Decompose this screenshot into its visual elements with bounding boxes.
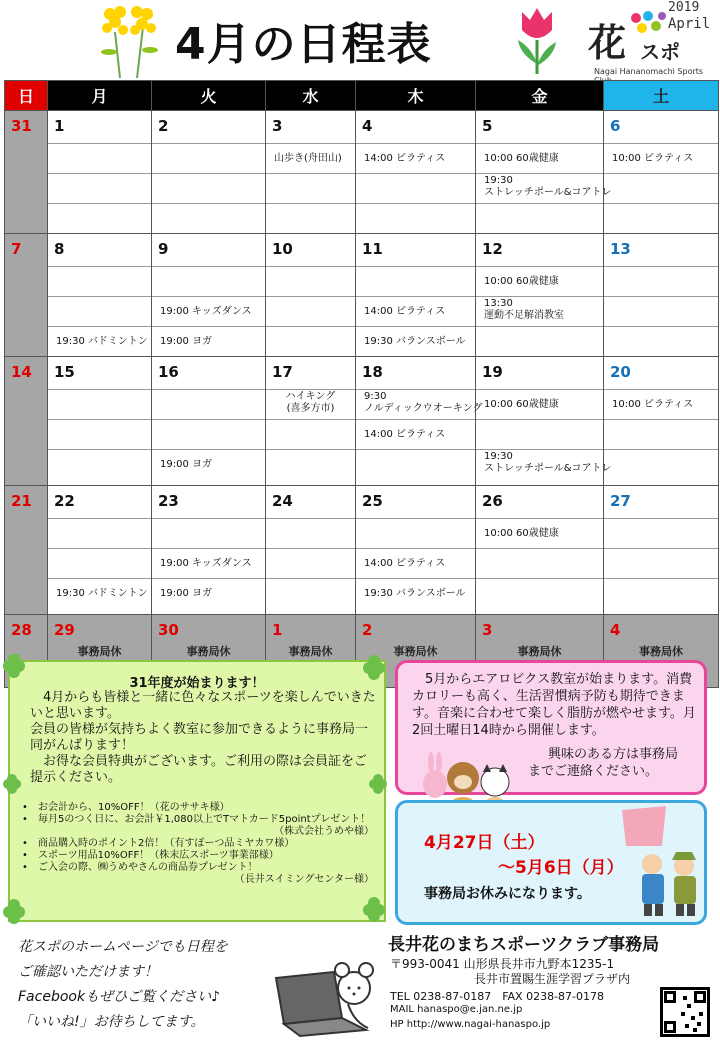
day-number: 22 <box>54 492 75 510</box>
slot-divider <box>152 143 265 144</box>
day-number: 16 <box>158 363 179 381</box>
event-text: 14:00 ピラティス <box>364 429 446 440</box>
slot-divider <box>476 266 603 267</box>
event-text: ハイキング <box>285 391 336 402</box>
homepage-line: ご確認いただけます！ <box>18 964 158 980</box>
event-text: 19:00 ヨガ <box>160 336 212 347</box>
event-item <box>364 558 445 570</box>
day-number: 3 <box>482 621 493 639</box>
event-item <box>160 306 252 318</box>
day-number: 13 <box>610 240 631 258</box>
calendar-day-cell <box>5 486 48 615</box>
event-text: 19:30 バドミントン <box>56 588 148 599</box>
slot-divider <box>476 203 603 204</box>
day-number: 29 <box>54 621 75 639</box>
slot-divider <box>266 518 355 519</box>
day-number: 3 <box>272 117 283 135</box>
slot-divider <box>604 419 718 420</box>
calendar-day-cell <box>266 357 356 486</box>
office-name: 長井花のまちスポーツクラブ事務局 <box>388 935 660 955</box>
office-address-building: 長井市置賜生涯学習プラザ内 <box>474 972 631 986</box>
calendar-day-cell <box>476 234 604 357</box>
slot-divider <box>266 296 355 297</box>
day-number: 15 <box>54 363 75 381</box>
calendar-day-cell <box>5 111 48 234</box>
slot-divider <box>48 296 151 297</box>
day-number: 2 <box>362 621 373 639</box>
weekday-header: 火 <box>152 81 266 111</box>
day-number: 4 <box>362 117 373 135</box>
event-text: 19:00 キッズダンス <box>160 306 252 317</box>
slot-divider <box>356 173 475 174</box>
page-header <box>0 0 720 80</box>
event-item <box>484 153 559 165</box>
calendar-day-cell <box>152 357 266 486</box>
slot-divider <box>48 266 151 267</box>
calendar-day-cell <box>356 486 476 615</box>
slot-divider <box>356 419 475 420</box>
calendar-day-cell <box>152 234 266 357</box>
event-text-detail: 運動不足解消教室 <box>484 310 564 321</box>
slot-divider <box>266 578 355 579</box>
slot-divider <box>266 326 355 327</box>
event-text: 13:30 <box>484 298 513 309</box>
office-website[interactable]: HP http://www.nagai-hanaspo.jp <box>390 1019 551 1030</box>
event-text: 10:00 ピラティス <box>612 399 694 410</box>
event-item <box>160 558 252 570</box>
aerobics-text: 5月からエアロビクス教室が始まります。消費カロリーも高く、生活習慣病予防も期待できます。音楽に合わせて楽しく脂肪が燃やせます。月2回土曜日14時から開催します。 <box>412 672 696 738</box>
calendar-week-row <box>5 486 719 615</box>
slot-divider <box>48 203 151 204</box>
slot-divider <box>604 173 718 174</box>
slot-divider <box>266 266 355 267</box>
slot-divider <box>604 389 718 390</box>
office-closed-label: 事務局休 <box>288 645 333 658</box>
slot-divider <box>604 266 718 267</box>
day-number: 26 <box>482 492 503 510</box>
event-item <box>484 175 612 199</box>
event-text: 19:00 ヨガ <box>160 459 212 470</box>
logo-month: April <box>668 16 711 32</box>
slot-divider <box>476 518 603 519</box>
slot-divider <box>152 548 265 549</box>
slot-divider <box>604 203 718 204</box>
office-phone: TEL 0238-87-0187 FAX 0238-87-0178 <box>390 990 605 1003</box>
day-number: 25 <box>362 492 383 510</box>
benefit-item: • 商品購入時のポイント2倍！（有すぽーつ品ミヤカワ様） <box>22 838 382 850</box>
slot-divider <box>152 173 265 174</box>
event-text-detail: (喜多方市) <box>286 403 335 414</box>
slot-divider <box>266 449 355 450</box>
event-text: 19:30 バランスボール <box>364 588 466 599</box>
slot-divider <box>152 389 265 390</box>
notice-paragraph: お得な会員特典がございます。ご利用の際は会員証をご提示ください。 <box>30 754 367 785</box>
event-item <box>364 391 483 415</box>
day-number: 10 <box>272 240 293 258</box>
calendar-day-cell <box>5 357 48 486</box>
day-number: 20 <box>610 363 631 381</box>
day-number: 31 <box>11 117 32 135</box>
event-text: 10:00 60歳健康 <box>484 153 559 164</box>
event-item <box>364 588 466 600</box>
slot-divider <box>152 419 265 420</box>
office-closed-label: 事務局休 <box>517 645 562 658</box>
day-number: 1 <box>272 621 283 639</box>
slot-divider <box>152 296 265 297</box>
calendar-week-row <box>5 111 719 234</box>
calendar-day-cell <box>5 234 48 357</box>
qr-code-icon[interactable] <box>660 987 710 1037</box>
calendar-day-cell <box>152 111 266 234</box>
mouse-laptop-icon <box>270 948 388 1038</box>
notice-paragraph: 会員の皆様が気持ちよく教室に参加できるように事務局一同がんばります！ <box>30 722 369 753</box>
slot-divider <box>476 143 603 144</box>
calendar-week-row <box>5 357 719 486</box>
day-number: 17 <box>272 363 293 381</box>
calendar-day-cell <box>604 234 719 357</box>
slot-divider <box>604 578 718 579</box>
calendar-day-cell <box>356 111 476 234</box>
day-number: 28 <box>11 621 32 639</box>
event-text: 19:30 <box>484 451 513 462</box>
slot-divider <box>356 518 475 519</box>
rapeseed-flower-icon <box>95 2 165 78</box>
event-text: 19:30 バランスボール <box>364 336 466 347</box>
holiday-end: ～5月6日（月） <box>498 858 624 878</box>
event-text: 10:00 ピラティス <box>612 153 694 164</box>
slot-divider <box>152 518 265 519</box>
calendar-day-cell <box>48 111 152 234</box>
event-item <box>160 459 212 471</box>
event-item <box>612 399 693 411</box>
calendar-day-cell <box>356 234 476 357</box>
slot-divider <box>48 449 151 450</box>
event-text: 9:30 <box>364 391 387 402</box>
calendar-day-cell <box>266 486 356 615</box>
clover-icon <box>2 654 392 926</box>
slot-divider <box>476 389 603 390</box>
calendar-day-cell <box>604 357 719 486</box>
calendar-day-cell <box>48 486 152 615</box>
aerobics-contact: までご連絡ください。 <box>528 764 659 779</box>
day-number: 27 <box>610 492 631 510</box>
weekday-header: 金 <box>476 81 604 111</box>
slot-divider <box>48 326 151 327</box>
calendar-day-cell <box>476 486 604 615</box>
hikers-icon <box>622 806 704 918</box>
calendar-day-cell <box>48 234 152 357</box>
event-text: 14:00 ピラティス <box>364 558 446 569</box>
event-item <box>56 336 148 348</box>
event-text: 19:30 <box>484 175 513 186</box>
slot-divider <box>356 326 475 327</box>
slot-divider <box>48 419 151 420</box>
event-item <box>484 528 559 540</box>
event-item <box>160 588 212 600</box>
office-address: 〒993-0041 山形県長井市九野本1235-1 <box>390 957 615 971</box>
calendar-day-cell <box>476 357 612 486</box>
slot-divider <box>356 578 475 579</box>
calendar-day-cell <box>476 111 612 234</box>
slot-divider <box>152 449 265 450</box>
slot-divider <box>476 326 603 327</box>
office-closed-label: 事務局休 <box>77 645 122 658</box>
weekday-header-row <box>5 81 719 111</box>
notice-heading: 31年度が始まります！ <box>129 676 265 691</box>
logo-subtitle: Nagai Hananomachi Sports <box>594 67 704 76</box>
slot-divider <box>48 578 151 579</box>
event-text-detail: ストレッチポール&コアトレ <box>484 187 612 198</box>
day-number: 5 <box>482 117 493 135</box>
slot-divider <box>356 266 475 267</box>
event-item <box>364 153 445 165</box>
slot-divider <box>476 578 603 579</box>
event-item <box>364 336 466 348</box>
benefit-sponsor: （株式会社うめや様） <box>274 826 374 837</box>
slot-divider <box>266 419 355 420</box>
office-closed-label: 事務局休 <box>639 645 683 658</box>
slot-divider <box>48 173 151 174</box>
tulip-icon <box>510 4 564 76</box>
day-number: 11 <box>362 240 383 258</box>
aerobics-contact: 興味のある方は事務局 <box>548 747 679 762</box>
slot-divider <box>152 578 265 579</box>
day-number: 18 <box>362 363 383 381</box>
slot-divider <box>604 326 718 327</box>
homepage-line: 花スポのホームページでも日程を <box>18 939 228 955</box>
event-item <box>484 451 612 475</box>
slot-divider <box>266 203 355 204</box>
event-item <box>364 429 445 441</box>
weekday-header: 土 <box>604 81 719 111</box>
event-text: 19:00 ヨガ <box>160 588 212 599</box>
slot-divider <box>356 143 475 144</box>
event-item <box>612 153 693 165</box>
benefit-item: • スポーツ用品10%OFF！（株末広スポーツ事業部様） <box>22 850 382 862</box>
day-number: 7 <box>11 240 22 258</box>
calendar-day-cell <box>266 234 356 357</box>
calendar-day-cell <box>266 111 356 234</box>
event-text: 19:30 バドミントン <box>56 336 148 347</box>
event-text: 14:00 ピラティス <box>364 306 446 317</box>
slot-divider <box>476 296 603 297</box>
calendar-day-cell <box>604 486 719 615</box>
weekday-header: 日 <box>5 81 48 111</box>
event-item <box>484 399 559 411</box>
benefit-item: • お会計から、10%OFF！（花のササキ様） <box>22 802 382 814</box>
event-item <box>266 391 355 415</box>
office-closed-label: 事務局休 <box>393 645 438 658</box>
event-item <box>160 336 212 348</box>
calendar-table <box>4 80 719 688</box>
event-item <box>484 276 559 288</box>
calendar-day-cell <box>48 357 152 486</box>
day-number: 8 <box>54 240 65 258</box>
benefit-sponsor: （長井スイミングセンター様） <box>234 874 374 885</box>
office-email[interactable]: MAIL hanaspo@e.jan.ne.jp <box>390 1004 523 1015</box>
logo-year: 2019 <box>668 0 700 15</box>
event-text: 10:00 60歳健康 <box>484 528 559 539</box>
slot-divider <box>604 518 718 519</box>
homepage-note <box>18 935 298 1035</box>
page-title: 4月の日程表 <box>175 19 432 70</box>
event-text: 10:00 60歳健康 <box>484 276 559 287</box>
slot-divider <box>604 548 718 549</box>
slot-divider <box>476 419 603 420</box>
holiday-note: 事務局お休みになります。 <box>424 886 591 902</box>
weekday-header: 水 <box>266 81 356 111</box>
day-number: 4 <box>610 621 621 639</box>
calendar-day-cell <box>604 111 719 234</box>
day-number: 6 <box>610 117 621 135</box>
holiday-start: 4月27日（土） <box>424 833 545 853</box>
logo-spo: スポ <box>640 40 680 64</box>
logo-kanji: 花 <box>588 20 627 65</box>
weekday-header: 月 <box>48 81 152 111</box>
slot-divider <box>476 449 603 450</box>
slot-divider <box>48 143 151 144</box>
slot-divider <box>476 173 603 174</box>
event-text: 19:00 キッズダンス <box>160 558 252 569</box>
day-number: 1 <box>54 117 65 135</box>
calendar-day-cell <box>356 357 483 486</box>
event-text: 10:00 60歳健康 <box>484 399 559 410</box>
event-text-detail: ノルディックウオーキング <box>364 403 483 414</box>
day-number: 14 <box>11 363 32 381</box>
slot-divider <box>476 548 603 549</box>
calendar-day-cell <box>152 486 266 615</box>
slot-divider <box>356 389 475 390</box>
slot-divider <box>266 389 355 390</box>
slot-divider <box>48 389 151 390</box>
slot-divider <box>266 173 355 174</box>
slot-divider <box>266 143 355 144</box>
day-number: 24 <box>272 492 293 510</box>
office-closed-label: 事務局休 <box>186 645 231 658</box>
day-number: 12 <box>482 240 503 258</box>
event-text-detail: ストレッチポール&コアトレ <box>484 463 612 474</box>
event-item <box>274 153 342 165</box>
slot-divider <box>604 296 718 297</box>
day-number: 2 <box>158 117 169 135</box>
event-item <box>484 298 564 322</box>
slot-divider <box>152 203 265 204</box>
slot-divider <box>266 548 355 549</box>
slot-divider <box>152 266 265 267</box>
slot-divider <box>604 449 718 450</box>
slot-divider <box>356 449 475 450</box>
slot-divider <box>152 326 265 327</box>
calendar-week-row <box>5 234 719 357</box>
event-item <box>56 588 148 600</box>
slot-divider <box>356 548 475 549</box>
day-number: 23 <box>158 492 179 510</box>
benefit-item: • ご入会の際、㈱うめやさんの商品券プレゼント！ <box>22 862 382 874</box>
day-number: 19 <box>482 363 503 381</box>
slot-divider <box>48 548 151 549</box>
day-number: 30 <box>158 621 179 639</box>
event-item <box>364 306 445 318</box>
weekday-header: 木 <box>356 81 476 111</box>
homepage-line: 「いいね!」お待ちしてます。 <box>18 1014 205 1030</box>
event-text: 山歩き(舟田山) <box>274 153 342 164</box>
notice-paragraph: 4月からも皆様と一緒に色々なスポーツを楽しんでいきたいと思います。 <box>30 690 376 721</box>
slot-divider <box>48 518 151 519</box>
event-text: 14:00 ピラティス <box>364 153 446 164</box>
slot-divider <box>356 203 475 204</box>
homepage-line: Facebookもぜひご覧ください♪ <box>18 989 221 1005</box>
benefit-item: • 毎月5のつく日に、お会計￥1,080以上でTマトカード5pointプレゼント！ <box>22 814 382 826</box>
day-number: 21 <box>11 492 32 510</box>
slot-divider <box>604 143 718 144</box>
day-number: 9 <box>158 240 169 258</box>
slot-divider <box>356 296 475 297</box>
